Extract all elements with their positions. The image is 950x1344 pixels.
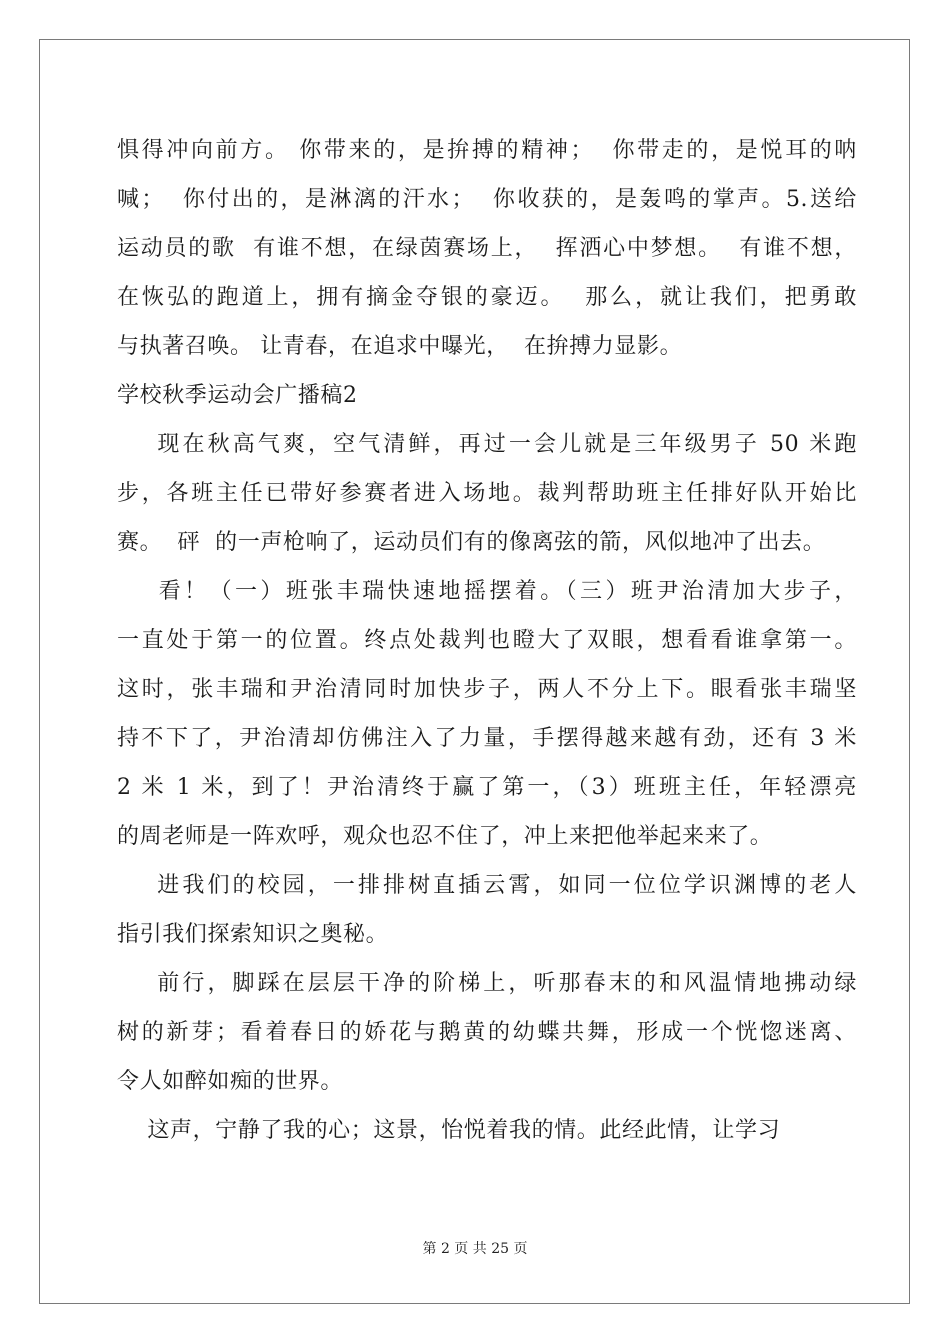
paragraph [117, 959, 857, 1106]
paragraph [117, 1106, 857, 1155]
text-line: 的周老师是一阵欢呼，观众也忍不住了，冲上来把他举起来来了。 [117, 824, 773, 849]
text-line: 步，各班主任已带好参赛者进入场地。裁判帮助班主任排好队开始比 [117, 481, 857, 506]
text-line: 这时，张丰瑞和尹治清同时加快步子，两人不分上下。眼看张丰瑞坚 [117, 677, 857, 702]
text-line: 这声，宁静了我的心；这景，怡悦着我的情。此经此情，让学习 [117, 1118, 781, 1143]
text-line: 2 米 1 米，到了！尹治清终于赢了第一，（3）班班主任，年轻漂亮 [117, 775, 857, 800]
text-line: 惧得冲向前方。 你带来的，是拚搏的精神； 你带走的，是悦耳的呐 [117, 138, 857, 163]
paragraph [117, 567, 857, 861]
text-line: 运动员的歌 有谁不想，在绿茵赛场上， 挥洒心中梦想。 有谁不想， [117, 236, 857, 261]
page-footer: 第 2 页 共 25 页 [422, 1241, 528, 1257]
text-line: 一直处于第一的位置。终点处裁判也瞪大了双眼，想看看谁拿第一。 [117, 628, 857, 653]
text-line: 指引我们探索知识之奥秘。 [117, 922, 389, 947]
text-line: 在恢弘的跑道上，拥有摘金夺银的豪迈。 那么，就让我们，把勇敢 [117, 285, 857, 310]
text-line: 树的新芽；看着春日的娇花与鹅黄的幼蝶共舞，形成一个恍惚迷离、 [117, 1020, 857, 1045]
text-line: 令人如醉如痴的世界。 [117, 1069, 344, 1094]
text-line: 赛。 砰 的一声枪响了，运动员们有的像离弦的箭，风似地冲了出去。 [117, 530, 826, 555]
paragraph [117, 420, 857, 567]
document-body [117, 126, 857, 1155]
text-line: 与执著召唤。 让青春，在追求中曝光， 在拚搏力显影。 [117, 334, 683, 359]
text-line: 前行，脚踩在层层干净的阶梯上，听那春末的和风温情地拂动绿 [117, 971, 857, 996]
text-line: 进我们的校园，一排排树直插云霄，如同一位位学识渊博的老人 [117, 873, 857, 898]
text-line: 现在秋高气爽，空气清鲜，再过一会儿就是三年级男子 50 米跑 [117, 432, 857, 457]
text-line: 持不下了，尹治清却仿佛注入了力量，手摆得越来越有劲，还有 3 米 [117, 726, 857, 751]
paragraph [117, 126, 857, 371]
text-line: 看！（一）班张丰瑞快速地摇摆着。（三）班尹治清加大步子， [117, 579, 857, 604]
section-heading: 学校秋季运动会广播稿2 [117, 383, 358, 408]
paragraph [117, 861, 857, 959]
text-line: 喊； 你付出的，是淋漓的汗水； 你收获的，是轰鸣的掌声。5.送给 [117, 187, 857, 212]
